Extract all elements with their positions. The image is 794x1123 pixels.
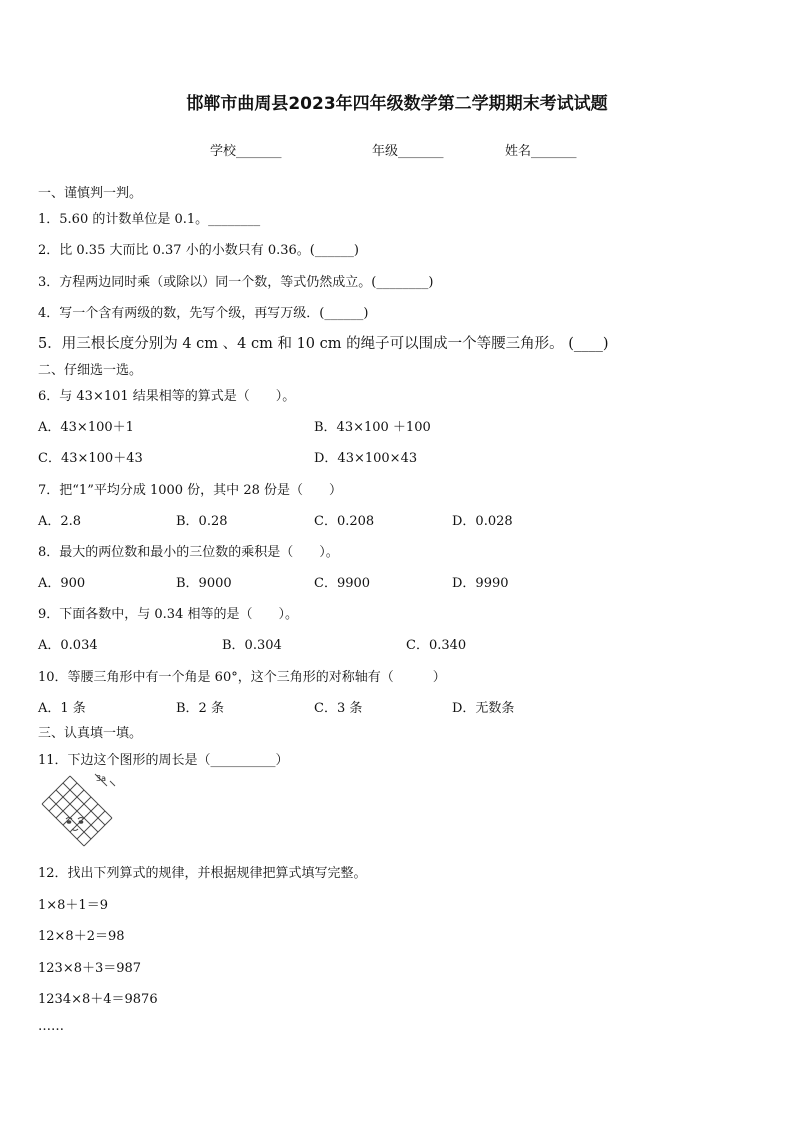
section-heading-choose: 二、仔细选一选。 (38, 363, 143, 378)
question-11: 11．下边这个图形的周长是（__________） (38, 753, 289, 768)
q10-option-d: D．无数条 (452, 701, 515, 716)
grade-field: 年级_______ (372, 144, 444, 159)
perimeter-figure (38, 772, 118, 854)
q10-option-a: A．1 条 (38, 701, 86, 716)
q8-option-b: B．9000 (176, 576, 232, 591)
question-8: 8．最大的两位数和最小的三位数的乘积是（ ）。 (38, 545, 339, 560)
section-heading-fill: 三、认真填一填。 (38, 726, 143, 741)
question-2: 2．比 0.35 大而比 0.37 小的小数只有 0.36。(______) (38, 243, 359, 258)
q6-option-b: B．43×100 ＋100 (314, 420, 431, 435)
q7-option-a: A．2.8 (38, 514, 82, 529)
q10-option-c: C．3 条 (314, 701, 363, 716)
q8-option-c: C．9900 (314, 576, 371, 591)
q7-option-d: D．0.028 (452, 514, 513, 529)
figure-label-3a: 3a (96, 774, 106, 783)
pattern-ellipsis: …… (38, 1019, 64, 1034)
question-7: 7．把“1”平均分成 1000 份，其中 28 份是（ ） (38, 483, 342, 498)
name-field: 姓名_______ (505, 144, 577, 159)
page-title: 邯郸市曲周县2023年四年级数学第二学期期末考试试题 (186, 94, 608, 114)
pattern-line-1: 1×8＋1＝9 (38, 898, 108, 913)
question-10: 10．等腰三角形中有一个角是 60°，这个三角形的对称轴有（ ） (38, 670, 446, 685)
question-5: 5．用三根长度分别为 4 cm 、4 cm 和 10 cm 的绳子可以围成一个等腰三角形。 (____) (38, 336, 609, 352)
q6-option-d: D．43×100×43 (314, 451, 418, 466)
question-9: 9．下面各数中，与 0.34 相等的是（ ）。 (38, 607, 298, 622)
question-12: 12．找出下列算式的规律，并根据规律把算式填写完整。 (38, 866, 367, 881)
q9-option-a: A．0.034 (38, 638, 98, 653)
q6-option-a: A．43×100＋1 (38, 420, 134, 435)
q10-option-b: B．2 条 (176, 701, 224, 716)
pattern-line-3: 123×8＋3＝987 (38, 961, 142, 976)
section-heading-judge: 一、谨慎判一判。 (38, 186, 143, 201)
q6-option-c: C．43×100＋43 (38, 451, 143, 466)
question-3: 3．方程两边同时乘（或除以）同一个数，等式仍然成立。(________) (38, 275, 434, 290)
q7-option-b: B．0.28 (176, 514, 228, 529)
q8-option-d: D．9990 (452, 576, 509, 591)
q9-option-b: B．0.304 (222, 638, 282, 653)
q8-option-a: A．900 (38, 576, 86, 591)
question-1: 1．5.60 的计数单位是 0.1。________ (38, 212, 261, 227)
question-6: 6．与 43×101 结果相等的算式是（ ）。 (38, 389, 296, 404)
school-field: 学校_______ (210, 144, 282, 159)
pattern-line-2: 12×8＋2＝98 (38, 929, 125, 944)
question-4: 4．写一个含有两级的数，先写个级，再写万级．(______) (38, 306, 369, 321)
q9-option-c: C．0.340 (406, 638, 467, 653)
pattern-line-4: 1234×8＋4＝9876 (38, 992, 158, 1007)
q7-option-c: C．0.208 (314, 514, 375, 529)
